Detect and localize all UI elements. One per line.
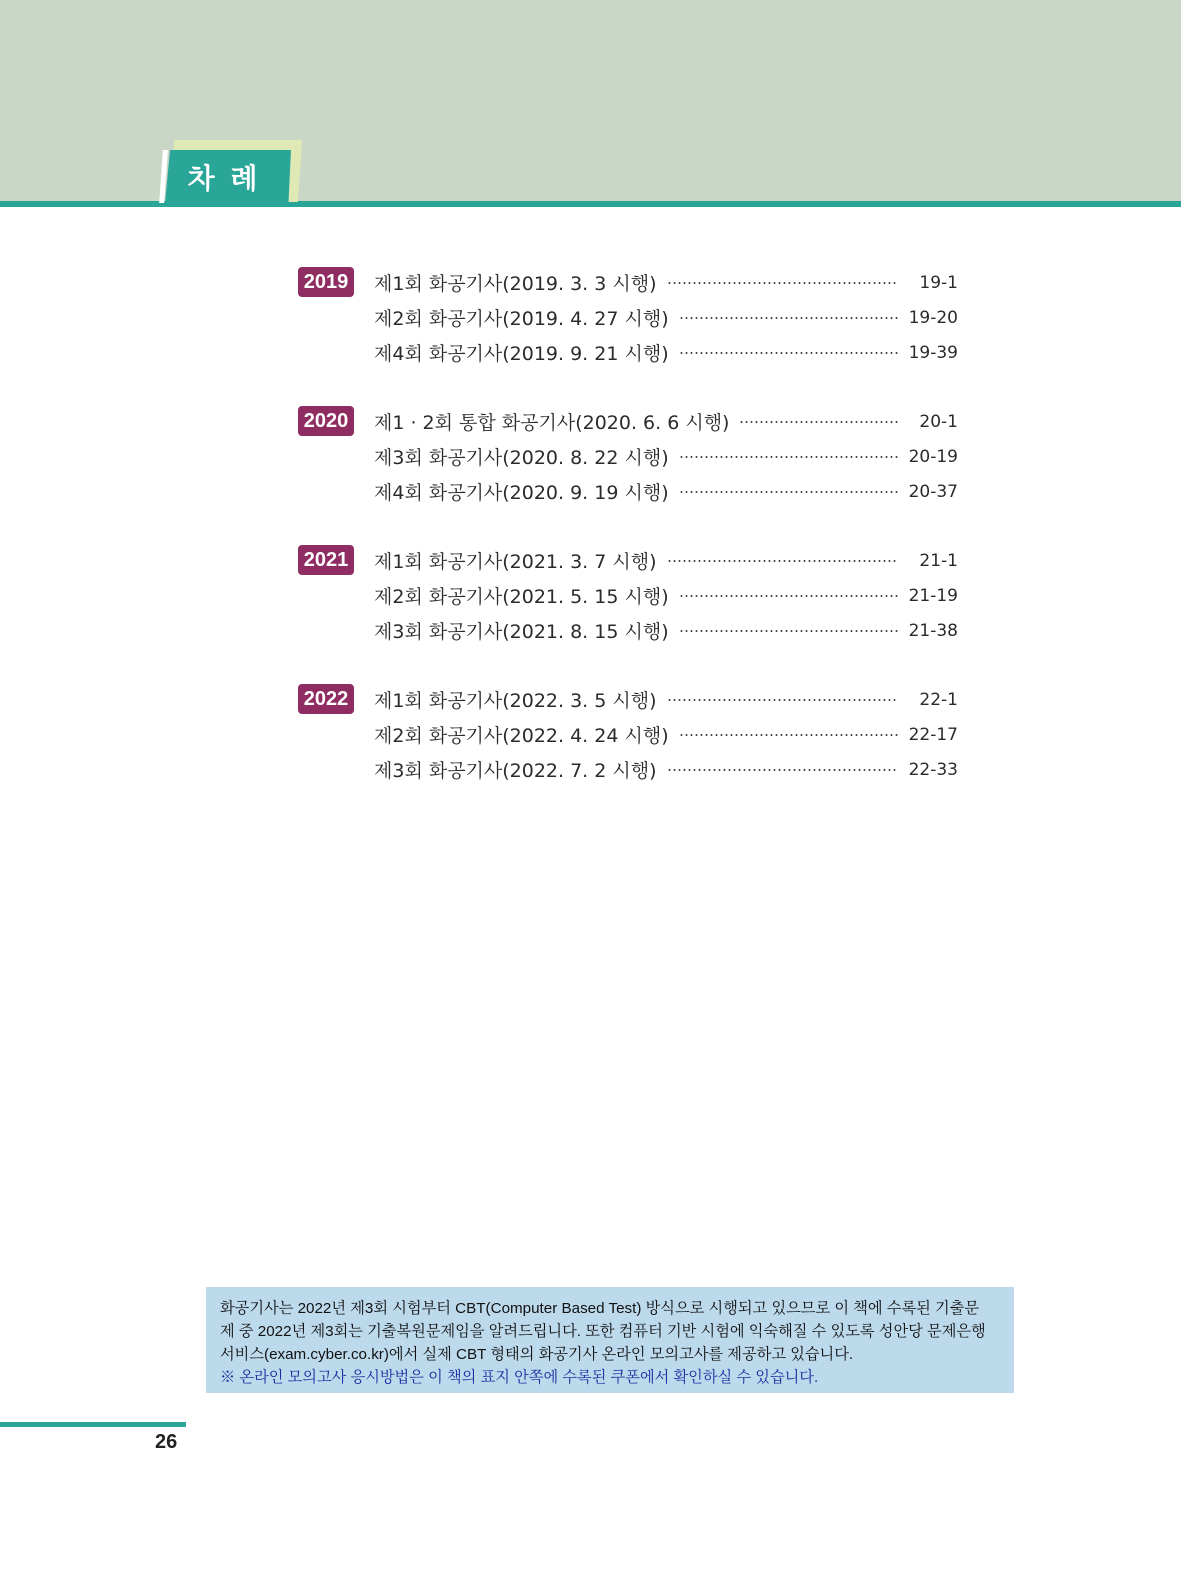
- toc-entry[interactable]: [374, 543, 958, 578]
- toc-entry-title: 제4회 화공기사(2019. 9. 21 시행): [374, 343, 669, 365]
- toc-entry-page: 21-38: [908, 620, 958, 641]
- toc-entry[interactable]: [374, 613, 958, 648]
- dot-leader: [679, 595, 898, 597]
- toc-entry-title: 제2회 화공기사(2019. 4. 27 시행): [374, 308, 669, 330]
- dot-leader: [679, 630, 898, 632]
- dot-leader: [667, 699, 898, 701]
- toc-entry-title: 제1회 화공기사(2021. 3. 7 시행): [374, 551, 657, 573]
- page-title: 차 례: [187, 161, 261, 195]
- toc-entry-page: 21-1: [919, 550, 958, 571]
- toc-group-2019: [298, 265, 958, 370]
- toc-entry-page: 19-1: [919, 272, 958, 293]
- toc-entry[interactable]: [374, 717, 958, 752]
- dot-leader: [667, 282, 898, 284]
- year-badge: 2021: [298, 545, 354, 575]
- toc-group-2020: [298, 404, 958, 509]
- toc-entry-title: 제3회 화공기사(2021. 8. 15 시행): [374, 621, 669, 643]
- dot-leader: [679, 317, 898, 319]
- toc-entry[interactable]: [374, 682, 958, 717]
- dot-leader: [667, 560, 898, 562]
- toc-entry[interactable]: [374, 752, 958, 787]
- dot-leader: [679, 491, 898, 493]
- toc-entry[interactable]: [374, 439, 958, 474]
- toc-entry-title: 제1회 화공기사(2019. 3. 3 시행): [374, 273, 657, 295]
- toc-entry-title: 제2회 화공기사(2021. 5. 15 시행): [374, 586, 669, 608]
- toc-entry-title: 제3회 화공기사(2020. 8. 22 시행): [374, 447, 669, 469]
- toc-entry-title: 제1회 화공기사(2022. 3. 5 시행): [374, 690, 657, 712]
- dot-leader: [739, 421, 898, 423]
- year-badge: 2022: [298, 684, 354, 714]
- toc-entry[interactable]: [374, 474, 958, 509]
- toc-entry-title: 제4회 화공기사(2020. 9. 19 시행): [374, 482, 669, 504]
- dot-leader: [679, 456, 898, 458]
- toc-entry-title: 제2회 화공기사(2022. 4. 24 시행): [374, 725, 669, 747]
- toc-entry[interactable]: [374, 265, 958, 300]
- dot-leader: [667, 769, 898, 771]
- toc-group-2022: [298, 682, 958, 787]
- toc-entry[interactable]: [374, 578, 958, 613]
- page-number: 26: [155, 1431, 178, 1453]
- toc-entry-page: 20-1: [919, 411, 958, 432]
- toc-entry-page: 19-20: [908, 307, 958, 328]
- toc-entry-page: 22-33: [908, 759, 958, 780]
- toc-entry-page: 19-39: [908, 342, 958, 363]
- notice-line: 제 중 2022년 제3회는 기출복원문제임을 알려드립니다. 또한 컴퓨터 기반 시험에 익숙해질 수 있도록 성안당 문제은행: [220, 1323, 986, 1340]
- toc-entry[interactable]: [374, 404, 958, 439]
- toc-entry-page: 22-1: [919, 689, 958, 710]
- year-badge: 2019: [298, 267, 354, 297]
- notice-highlight-line: ※ 온라인 모의고사 응시방법은 이 책의 표지 안쪽에 수록된 쿠폰에서 확인하실 수 있습니다.: [220, 1369, 819, 1386]
- year-badge: 2020: [298, 406, 354, 436]
- dot-leader: [679, 734, 898, 736]
- toc-entry-page: 21-19: [908, 585, 958, 606]
- toc-entry[interactable]: [374, 300, 958, 335]
- notice-line: 서비스(exam.cyber.co.kr)에서 실제 CBT 형태의 화공기사 온라인 모의고사를 제공하고 있습니다.: [220, 1346, 854, 1363]
- toc-entry[interactable]: [374, 335, 958, 370]
- notice-line: 화공기사는 2022년 제3회 시험부터 CBT(Computer Based Test) 방식으로 시행되고 있으므로 이 책에 수록된 기출문: [220, 1300, 980, 1317]
- toc-entry-page: 20-37: [908, 481, 958, 502]
- toc-group-2021: [298, 543, 958, 648]
- toc-entry-page: 22-17: [908, 724, 958, 745]
- toc-entry-page: 20-19: [908, 446, 958, 467]
- toc-entry-title: 제1 · 2회 통합 화공기사(2020. 6. 6 시행): [374, 412, 730, 434]
- notice-box: [206, 1287, 1014, 1393]
- table-of-contents: [298, 265, 958, 821]
- dot-leader: [679, 352, 898, 354]
- toc-entry-title: 제3회 화공기사(2022. 7. 2 시행): [374, 760, 657, 782]
- footer-rule: [0, 1422, 186, 1427]
